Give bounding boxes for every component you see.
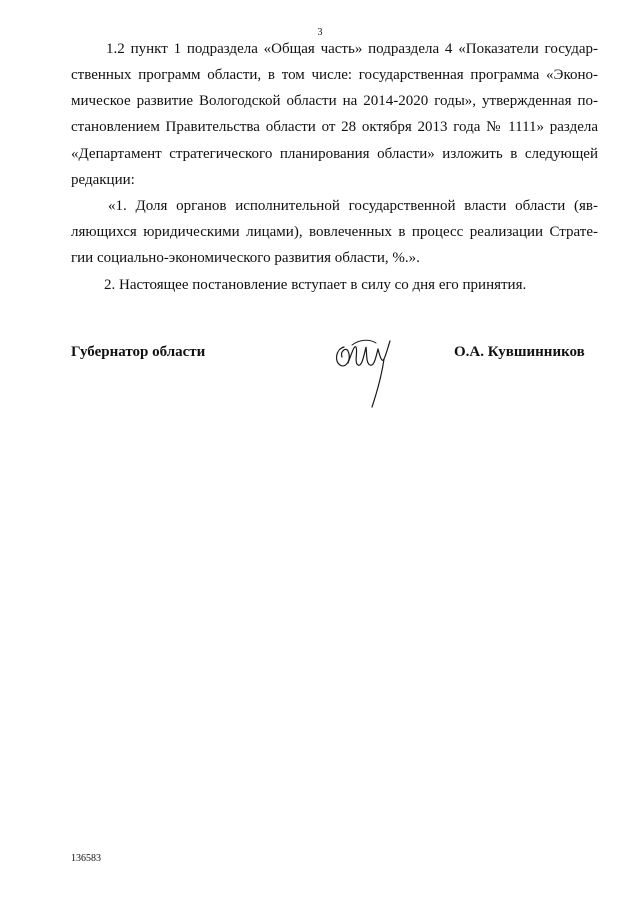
paragraph-effective-date: 2. Настоящее постановление вступает в силу со дня его принятия. xyxy=(104,277,527,293)
text-line: становлением Правительства области от 28 октября 2013 года № 1111» раздела xyxy=(71,119,598,135)
text-line: «Департамент стратегического планирования области» изложить в следующей xyxy=(71,146,598,162)
text-line: мическое развитие Вологодской области на 2014-2020 годы», утвержденная по- xyxy=(71,93,598,109)
text-line: ственных программ области, в том числе: государственная программа «Эконо- xyxy=(71,67,598,83)
text-line: «1. Доля органов исполнительной государственной власти области (яв- xyxy=(108,198,598,214)
signatory-title: Губернатор области xyxy=(71,344,206,360)
handwritten-signature xyxy=(330,333,400,413)
text-line: 1.2 пункт 1 подраздела «Общая часть» подраздела 4 «Показатели государ- xyxy=(106,41,598,57)
text-line: ляющихся юридическими лицами), вовлеченных в процесс реализации Страте- xyxy=(71,224,598,240)
text-line: гии социально-экономического развития области, %.». xyxy=(71,250,420,266)
signatory-name: О.А. Кувшинников xyxy=(454,344,585,360)
document-number: 136583 xyxy=(71,853,101,864)
text-line: редакции: xyxy=(71,172,135,188)
page-number: 3 xyxy=(317,27,323,38)
